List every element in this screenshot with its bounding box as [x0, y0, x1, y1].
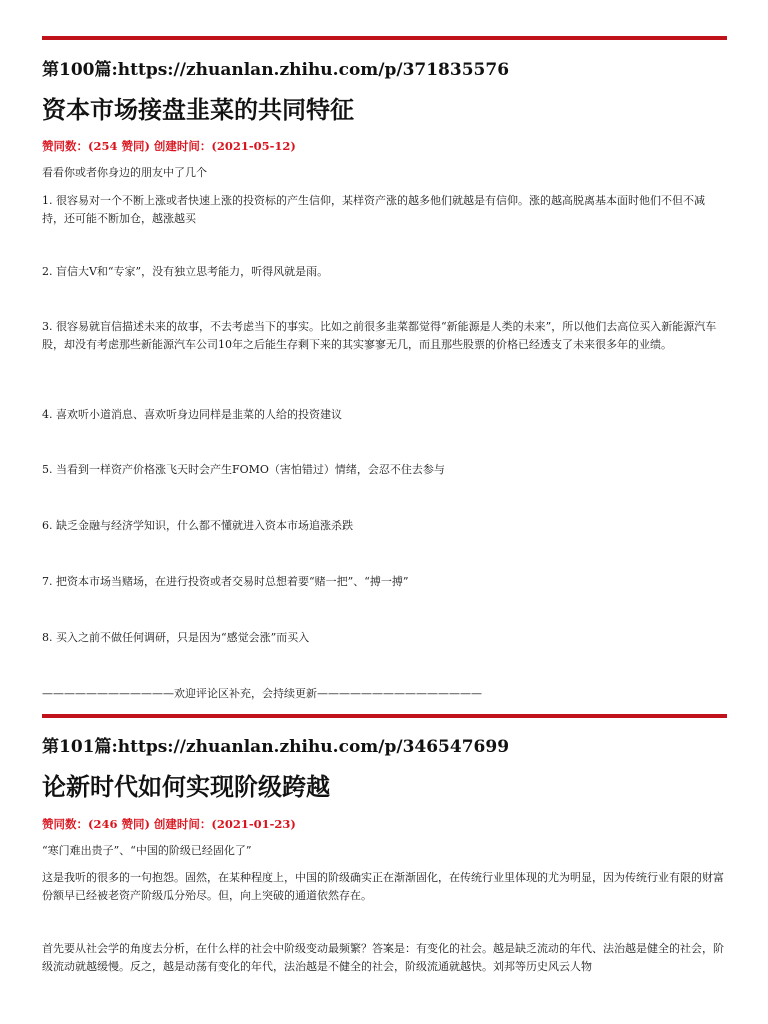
- paragraph: 1. 很容易对一个不断上涨或者快速上涨的投资标的产生信仰，某样资产涨的越多他们就越是有信仰。涨的越高脱离基本面时他们不但不减持，还可能不断加仓，越涨越买: [42, 194, 705, 225]
- article-heading: 第100篇:https://zhuanlan.zhihu.com/p/371835576: [42, 60, 510, 80]
- paragraph: “寒门难出贵子”、“中国的阶级已经固化了”: [42, 844, 252, 857]
- paragraph: 首先要从社会学的角度去分析，在什么样的社会中阶级变动最频繁？答案是：有变化的社会。越是缺乏流动的年代、法治越是健全的社会，阶级流动就越缓慢。反之，越是动荡有变化的年代，法治越是不健全的社会，阶级流通就越快。刘邦等历史风云人物: [42, 942, 724, 973]
- article-heading: 第101篇:https://zhuanlan.zhihu.com/p/346547699: [42, 737, 510, 757]
- article-meta: 赞同数：(246 赞同) 创建时间：(2021-01-23): [42, 817, 296, 831]
- paragraph: 2. 盲信大V和“专家”，没有独立思考能力，听得风就是雨。: [42, 265, 329, 278]
- paragraph: 3. 很容易就盲信描述未来的故事，不去考虑当下的事实。比如之前很多韭菜都觉得“新能源是人类的未来”，所以他们去高位买入新能源汽车股，却没有考虑那些新能源汽车公司10年之后能生存剩下来的其实寥寥无几，而且那些股票的价格已经透支了未来很多年的业绩。: [42, 320, 717, 351]
- paragraph: 5. 当看到一样资产价格涨飞天时会产生FOMO（害怕错过）情绪，会忍不住去参与: [42, 463, 445, 476]
- top-rule: [42, 36, 727, 40]
- article-footer-note: ————————————欢迎评论区补充，会持续更新———————————————: [42, 687, 482, 700]
- article-title: 论新时代如何实现阶级跨越: [42, 773, 330, 801]
- paragraph: 6. 缺乏金融与经济学知识，什么都不懂就进入资本市场追涨杀跌: [42, 519, 353, 532]
- paragraph: 7. 把资本市场当赌场，在进行投资或者交易时总想着要“赌一把”、“搏一搏”: [42, 575, 409, 588]
- paragraph: 4. 喜欢听小道消息、喜欢听身边同样是韭菜的人给的投资建议: [42, 408, 342, 421]
- article-meta: 赞同数：(254 赞同) 创建时间：(2021-05-12): [42, 139, 296, 153]
- divider-rule: [42, 714, 727, 718]
- paragraph: 这是我听的很多的一句抱怨。固然，在某种程度上，中国的阶级确实正在渐渐固化，在传统行业里体现的尤为明显，因为传统行业有限的财富份额早已经被老资产阶级瓜分殆尽。但，向上突破的通道依然存在。: [42, 871, 724, 902]
- paragraph: 看看你或者你身边的朋友中了几个: [42, 166, 207, 179]
- paragraph: 8. 买入之前不做任何调研，只是因为“感觉会涨”而买入: [42, 631, 310, 644]
- article-title: 资本市场接盘韭菜的共同特征: [42, 96, 354, 124]
